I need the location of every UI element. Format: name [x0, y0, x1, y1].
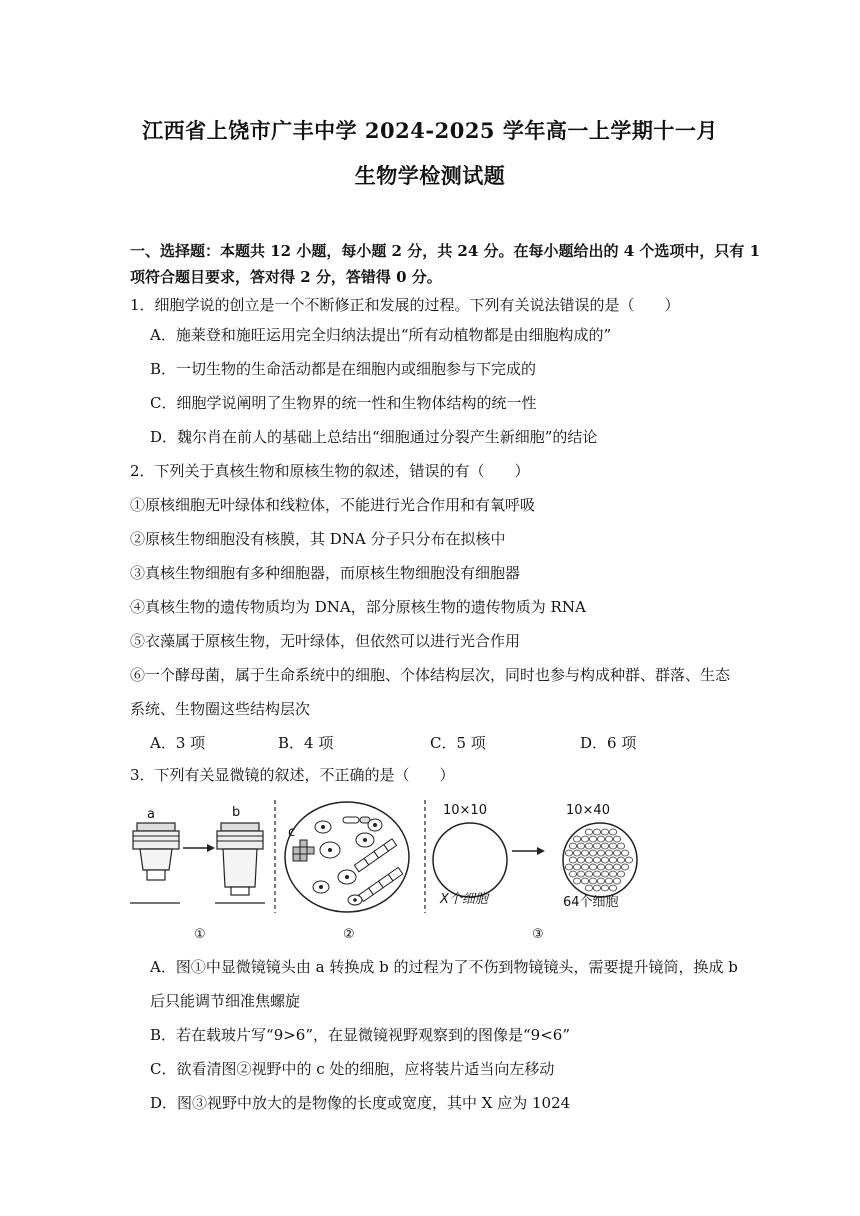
- q2-item-5: ⑤衣藻属于原核生物，无叶绿体，但依然可以进行光合作用: [130, 632, 521, 650]
- cells-64-label: 64个细胞: [563, 895, 619, 910]
- q3-option-a: A．图①中显微镜镜头由 a 转换成 b 的过程为了不伤到物镜镜头，需要提升镜筒，换成 b: [150, 958, 738, 976]
- q3-option-c: C．欲看清图②视野中的 c 处的细胞，应将装片适当向左移动: [150, 1060, 555, 1078]
- q2-option-c: C．5 项: [430, 734, 486, 752]
- q1-option-d: D．魏尔肖在前人的基础上总结出“细胞通过分裂产生新细胞”的结论: [150, 428, 598, 446]
- panel-3-label: ③: [532, 927, 544, 942]
- q2-item-6: ⑥一个酵母菌，属于生命系统中的细胞、个体结构层次，同时也参与构成种群、群落、生态: [130, 666, 731, 684]
- q2-option-a: A．3 项: [150, 734, 206, 752]
- arrow-a-to-b: [183, 844, 215, 852]
- mag-low-label: 10×10: [443, 803, 487, 818]
- label-a: a: [147, 807, 155, 822]
- q3-option-b: B．若在载玻片写“9>6”，在显微镜视野观察到的图像是“9<6”: [150, 1026, 571, 1044]
- label-b: b: [232, 805, 241, 820]
- q1-stem: 1．细胞学说的创立是一个不断修正和发展的过程。下列有关说法错误的是（ ）: [130, 296, 680, 314]
- q3-option-a-cont: 后只能调节细准焦螺旋: [150, 992, 301, 1010]
- panel-1-label: ①: [194, 927, 206, 942]
- q2-item-2: ②原核生物细胞没有核膜，其 DNA 分子只分布在拟核中: [130, 530, 506, 548]
- objective-lens-b: [215, 823, 265, 903]
- microscope-figure-svg: [125, 795, 745, 945]
- q2-option-b: B．4 项: [278, 734, 334, 752]
- q1-option-b: B．一切生物的生命活动都是在细胞内或细胞参与下完成的: [150, 360, 537, 378]
- high-mag-field: [563, 823, 637, 897]
- q2-item-3: ③真核生物细胞有多种细胞器，而原核生物细胞没有细胞器: [130, 564, 521, 582]
- label-c: c: [288, 825, 296, 840]
- section-heading-line1: 一、选择题：本题共 12 小题，每小题 2 分，共 24 分。在每小题给出的 4 个选项中，只有 1: [130, 242, 761, 260]
- microscope-figure: [125, 795, 745, 945]
- q2-item-1: ①原核细胞无叶绿体和线粒体，不能进行光合作用和有氧呼吸: [130, 496, 536, 514]
- arrow-low-to-high: [512, 847, 545, 855]
- objective-lens-a: [130, 823, 180, 903]
- q3-stem: 3．下列有关显微镜的叙述，不正确的是（ ）: [130, 766, 455, 784]
- q1-option-c: C．细胞学说阐明了生物界的统一性和生物体结构的统一性: [150, 394, 537, 412]
- section-heading-line2: 项符合题目要求，答对得 2 分，答错得 0 分。: [130, 268, 442, 286]
- low-mag-field: [433, 823, 507, 897]
- cells-x-label: X个细胞: [440, 892, 488, 907]
- mag-high-label: 10×40: [566, 803, 610, 818]
- exam-title-line2: 生物学检测试题: [354, 163, 506, 188]
- q3-option-d: D．图③视野中放大的是物像的长度或宽度，其中 X 应为 1024: [150, 1094, 571, 1112]
- q1-option-a: A．施莱登和施旺运用完全归纳法提出“所有动植物都是由细胞构成的”: [150, 326, 612, 344]
- field-of-view-2: [285, 802, 409, 912]
- q2-item-4: ④真核生物的遗传物质均为 DNA，部分原核生物的遗传物质为 RNA: [130, 598, 586, 616]
- q2-stem: 2．下列关于真核生物和原核生物的叙述，错误的有（ ）: [130, 462, 530, 480]
- q2-item-6-cont: 系统、生物圈这些结构层次: [130, 700, 311, 718]
- exam-title-line1: 江西省上饶市广丰中学 2024-2025 学年高一上学期十一月: [142, 118, 718, 143]
- panel-2-label: ②: [343, 927, 355, 942]
- q2-option-d: D．6 项: [580, 734, 637, 752]
